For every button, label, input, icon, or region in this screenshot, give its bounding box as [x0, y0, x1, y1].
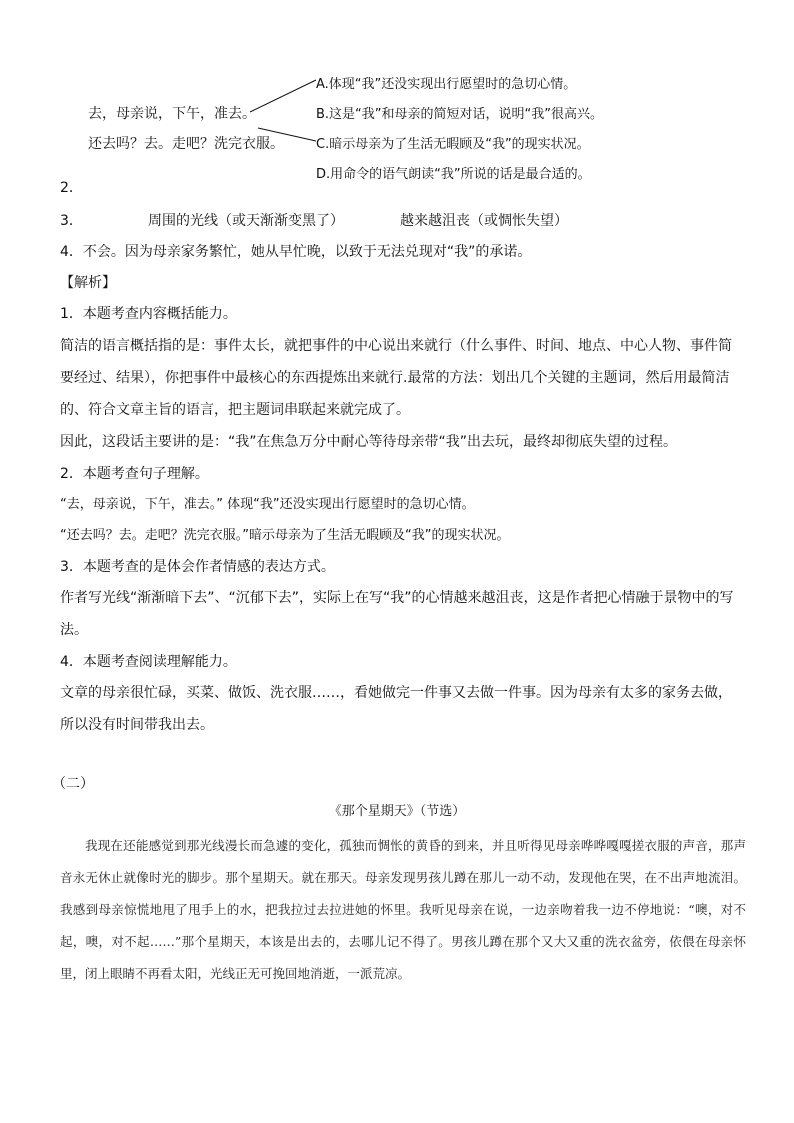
passage-title: 《那个星期天》（节选）: [328, 804, 466, 819]
answer-3: [60, 205, 740, 237]
match-left-item-2: 还去吗？去。走吧？洗完衣服。: [88, 136, 284, 152]
match-connector-lines: [0, 0, 794, 200]
passage-body: [60, 830, 746, 990]
answer-3-blank-2: 越来越沮丧（或惆怅失望）: [400, 213, 568, 229]
analysis-1-title: 1．本题考查内容概括能力。: [60, 306, 237, 322]
passage-paragraph: 我现在还能感觉到那光线漫长而急遽的变化，孤独而惆怅的黄昏的到来，并且听得见母亲哗哗嘎嘎搓衣服的声音，那声音永无休止就像时光的脚步。那个星期天。就在那天。母亲发现男孩儿蹲在那儿一动不动，发现他在哭，在不出声地流泪。我感到母亲惊慌地甩了甩手上的水，把我拉过去拉进她的怀里。我听见母亲在说，一边亲吻着我一边不停地说：“噢，对不起，噢，对不起……”那个星期天，本该是出去的，去哪儿记不得了。男孩儿蹲在那个又大又重的洗衣盆旁，依偎在母亲怀里，闭上眼睛不再看太阳，光线正无可挽回地消逝，一派荒凉。: [60, 838, 746, 981]
analysis-2-line-1: “去，母亲说，下午，准去。” 体现“我”还没实现出行愿望时的急切心情。: [60, 497, 475, 512]
option-b: B.这是“我”和母亲的简短对话，说明“我”很高兴。: [316, 107, 603, 122]
analysis-3-title: 3．本题考查的是体会作者情感的表达方式。: [60, 559, 335, 575]
analysis-3-body: 作者写光线“渐渐暗下去”、“沉郁下去”，实际上在写“我”的心情越来越沮丧，这是作者把心情融于景物中的写法。: [60, 590, 734, 638]
option-d: D.用命令的语气朗读“我”所说的话是最合适的。: [316, 167, 591, 182]
analysis-4-title: 4．本题考查阅读理解能力。: [60, 654, 237, 670]
match-left-item-1: 去，母亲说，下午，准去。: [88, 106, 256, 122]
analysis-2-title: 2．本题考查句子理解。: [60, 466, 209, 482]
analysis-4-body: 文章的母亲很忙碌，买菜、做饭、洗衣服……，看她做完一件事又去做一件事。因为母亲有太多的家务去做，所以没有时间带我出去。: [60, 685, 732, 733]
analysis-heading: 【解析】: [60, 275, 116, 291]
section-heading: （二）: [52, 776, 94, 792]
analysis-1-conclusion: 因此，这段话主要讲的是：“我”在焦急万分中耐心等待母亲带“我”出去玩，最终却彻底失望的过程。: [60, 434, 678, 450]
answer-3-number: 3．: [60, 213, 83, 229]
option-a: A.体现“我”还没实现出行愿望时的急切心情。: [316, 77, 577, 92]
analysis-1-body: 简洁的语言概括指的是：事件太长，就把事件的中心说出来就行（什么事件、时间、地点、中心人物、事件简要经过、结果），你把事件中最核心的东西提炼出来就行.最常的方法：划出几个关键的主题词，然后用最简洁的、符合文章主旨的语言，把主题词串联起来就完成了。: [60, 338, 732, 418]
analysis-2-line-2: “还去吗？去。走吧？洗完衣服。”暗示母亲为了生活无暇顾及“我”的现实状况。: [60, 528, 510, 543]
answer-2: 2．: [60, 180, 83, 196]
option-c: C.暗示母亲为了生活无暇顾及“我”的现实状况。: [316, 137, 590, 152]
answer-3-blank-1: 周围的光线（或天渐渐变黑了）: [148, 213, 344, 229]
answer-4: 4．不会。因为母亲家务繁忙，她从早忙晚，以致于无法兑现对“我”的承诺。: [60, 244, 532, 260]
